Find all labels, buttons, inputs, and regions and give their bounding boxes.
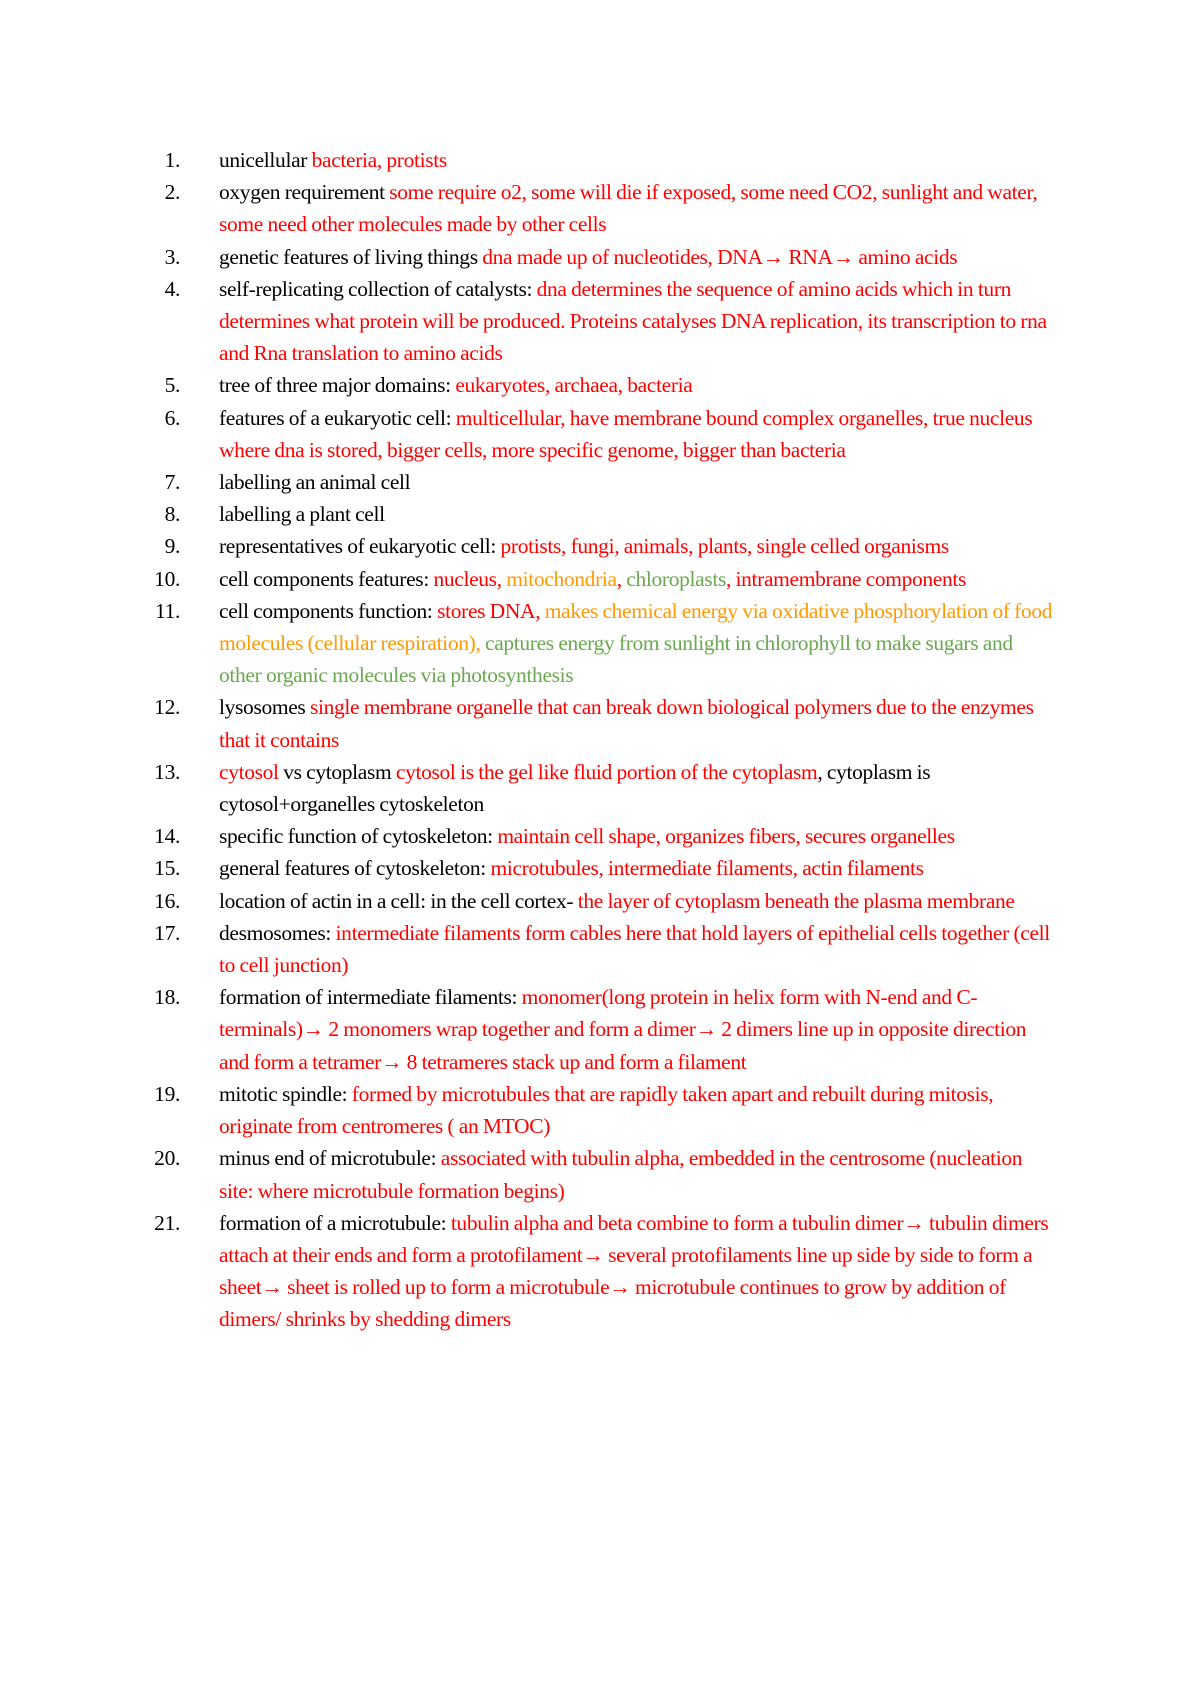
- list-item-answer: single membrane organelle that can break down biological polymers due to the enzymes that it contains: [219, 695, 1034, 752]
- list-item-number: 5.: [164, 373, 180, 398]
- list-item-prompt: specific function of cytoskeleton:: [219, 824, 498, 849]
- list-item-prompt: self-replicating collection of catalysts:: [219, 276, 537, 301]
- list-item: [0, 1078, 1059, 1142]
- list-item-number: 10.: [154, 566, 180, 591]
- list-item-number: 13.: [154, 759, 180, 784]
- list-item-prompt: desmosomes:: [219, 920, 336, 945]
- numbered-list: [0, 144, 1200, 1336]
- list-item-prompt: labelling a plant cell: [219, 502, 385, 527]
- list-item: [0, 820, 1059, 852]
- list-item-answer: captures energy from sunlight in chlorophyll to make sugars and other organic molecules via photosynthesis: [219, 631, 1013, 688]
- list-item-answer: , intramembrane components: [725, 566, 967, 591]
- list-item-number: 7.: [164, 470, 180, 495]
- list-item-answer: cytosol: [219, 759, 284, 784]
- list-item-number: 8.: [164, 502, 180, 527]
- list-item-prompt: labelling an animal cell: [219, 470, 411, 495]
- list-item: [0, 756, 1059, 820]
- list-item-answer: ,: [616, 566, 627, 591]
- list-item-prompt: features of a eukaryotic cell:: [219, 405, 456, 430]
- list-item-answer: maintain cell shape, organizes fibers, secures organelles: [497, 824, 955, 849]
- list-item-prompt: location of actin in a cell: in the cell cortex-: [219, 888, 578, 913]
- list-item-prompt: cell components function:: [219, 598, 438, 623]
- list-item-number: 6.: [164, 405, 180, 430]
- list-item: [0, 917, 1059, 981]
- list-item-prompt: formation of a microtubule:: [219, 1210, 451, 1235]
- list-item: [0, 1142, 1059, 1206]
- list-item-number: 3.: [164, 244, 180, 269]
- list-item: [0, 1207, 1059, 1336]
- list-item-number: 17.: [154, 920, 180, 945]
- list-item-answer: mitochondria: [506, 566, 617, 591]
- list-item-number: 14.: [154, 824, 180, 849]
- list-item-answer: microtubules, intermediate filaments, actin filaments: [490, 856, 924, 881]
- list-item-answer: stores DNA,: [437, 598, 545, 623]
- list-item-number: 2.: [164, 180, 180, 205]
- list-item: [0, 530, 1059, 562]
- list-item-prompt: lysosomes: [219, 695, 310, 720]
- list-item: [0, 852, 1059, 884]
- list-item-prompt: cell components features:: [219, 566, 434, 591]
- list-item: [0, 563, 1059, 595]
- list-item-number: 9.: [164, 534, 180, 559]
- list-item-prompt: oxygen requirement: [219, 180, 390, 205]
- list-item-prompt: minus end of microtubule:: [219, 1146, 441, 1171]
- list-item-prompt: , cytoplasm is cytosol+organelles cytoskeleton: [219, 759, 931, 817]
- list-item: [0, 273, 1059, 370]
- list-item-number: 15.: [154, 856, 180, 881]
- list-item-number: 1.: [164, 148, 180, 172]
- list-item-answer: chloroplasts: [626, 566, 726, 591]
- list-item: [0, 498, 1059, 530]
- list-item-prompt: tree of three major domains:: [219, 373, 456, 398]
- list-item-number: 4.: [164, 276, 180, 301]
- list-item-answer: cytosol is the gel like fluid portion of the cytoplasm: [395, 759, 818, 784]
- list-item-answer: nucleus,: [433, 566, 507, 591]
- list-item: [0, 241, 1059, 273]
- list-item-answer: dna made up of nucleotides, DNA→ RNA→ amino acids: [482, 244, 958, 269]
- list-item-prompt: unicellular: [219, 148, 312, 172]
- list-item-prompt: genetic features of living things: [219, 244, 483, 269]
- list-item-answer: monomer(long protein in helix form with N-end and C- terminals)→ 2 monomers wrap together and form a dimer→ 2 dimers line up in opposite direction and form a tetramer→ 8 tetrameres stack up and form a filament: [219, 985, 1027, 1074]
- list-item-answer: tubulin alpha and beta combine to form a tubulin dimer→ tubulin dimers attach at their ends and form a protofilament→ several protofilaments line up side by side to form a sheet→ sheet is rolled up to form a microtubule→ microtubule continues to grow by addition of dimers/ shrinks by shedding dimers: [219, 1210, 1049, 1332]
- list-item-answer: intermediate filaments form cables here that hold layers of epithelial cells together (cell to cell junction): [219, 920, 1050, 978]
- list-item-answer: eukaryotes, archaea, bacteria: [455, 373, 693, 398]
- list-item-number: 19.: [154, 1081, 180, 1106]
- list-item-prompt: vs cytoplasm: [283, 759, 396, 784]
- list-item: [0, 595, 1059, 692]
- list-item: [0, 176, 1059, 240]
- list-item: [0, 369, 1059, 401]
- list-item-prompt: mitotic spindle:: [219, 1081, 352, 1106]
- list-item: [0, 402, 1059, 466]
- list-item-answer: (cellular respiration),: [307, 631, 485, 656]
- list-item: [0, 144, 1059, 176]
- list-item-number: 12.: [154, 695, 180, 720]
- list-item: [0, 466, 1059, 498]
- list-item-answer: some require o2, some will die if exposed, some need CO2, sunlight and water, some need other molecules made by other cells: [219, 180, 1038, 237]
- list-item-prompt: formation of intermediate filaments:: [219, 985, 522, 1010]
- list-item-answer: associated with tubulin alpha, embedded in the centrosome (nucleation site: where microtubule formation begins): [219, 1146, 1023, 1203]
- list-item-prompt: representatives of eukaryotic cell:: [219, 534, 501, 559]
- list-item-answer: makes chemical energy via oxidative phosphorylation of food molecules: [219, 598, 1053, 656]
- list-item-answer: multicellular, have membrane bound complex organelles, true nucleus where dna is stored, bigger cells, more specific genome, bigger than bacteria: [219, 405, 1033, 462]
- list-item-answer: protists, fungi, animals, plants, single celled organisms: [500, 534, 949, 559]
- list-item-prompt: general features of cytoskeleton:: [219, 856, 491, 881]
- list-item-number: 20.: [154, 1146, 180, 1171]
- list-item: [0, 691, 1059, 755]
- list-item-answer: bacteria, protists: [311, 148, 447, 172]
- list-item-answer: dna determines the sequence of amino acids which in turn determines what protein will be produced. Proteins catalyses DNA replication, its transcription to rna and Rna translation to amino acids: [219, 276, 1047, 366]
- list-item-number: 21.: [154, 1210, 180, 1235]
- list-item-number: 11.: [154, 598, 180, 623]
- list-item-number: 16.: [154, 888, 180, 913]
- list-item-number: 18.: [154, 985, 180, 1010]
- list-item: [0, 885, 1059, 917]
- list-item-answer: the layer of cytoplasm beneath the plasma membrane: [577, 888, 1015, 913]
- list-item: [0, 981, 1059, 1078]
- list-item-answer: formed by microtubules that are rapidly taken apart and rebuilt during mitosis, originate from centromeres ( an MTOC): [219, 1081, 994, 1139]
